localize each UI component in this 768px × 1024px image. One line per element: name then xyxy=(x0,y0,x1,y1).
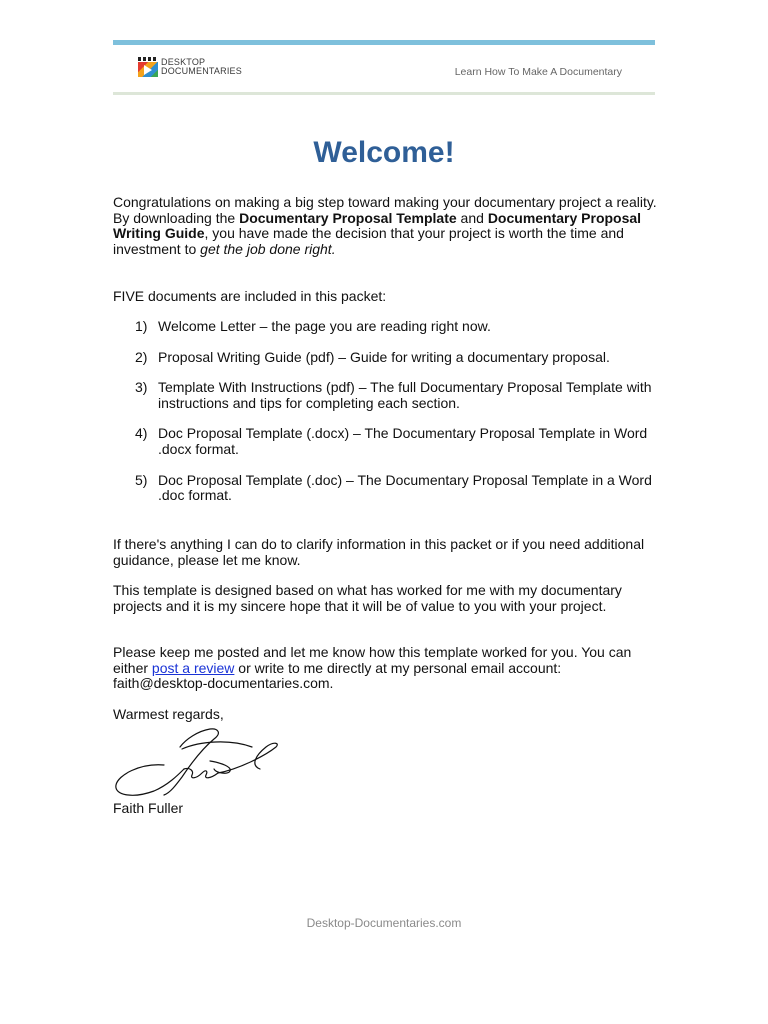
list-item xyxy=(135,473,660,504)
list-number: 4) xyxy=(135,425,148,442)
logo-text xyxy=(161,58,242,76)
logo-line-2: DOCUMENTARIES xyxy=(161,66,242,76)
handwritten-signature xyxy=(110,725,282,805)
clapperboard-icon xyxy=(138,57,158,77)
header-divider xyxy=(113,92,655,95)
intro-bold-template: Documentary Proposal Template xyxy=(239,209,457,226)
list-text: Doc Proposal Template (.docx) – The Documentary Proposal Template in Word .docx format. xyxy=(158,425,648,457)
list-text: Template With Instructions (pdf) – The full Documentary Proposal Template with instructions and tips for completing each section. xyxy=(158,379,652,411)
list-text: Doc Proposal Template (.doc) – The Documentary Proposal Template in a Word .doc format. xyxy=(158,471,652,504)
intro-text-2: and xyxy=(456,209,488,226)
list-item xyxy=(135,350,660,366)
footer-url: Desktop-Documentaries.com xyxy=(306,916,462,930)
post-review-link[interactable]: post a review xyxy=(151,659,235,676)
feedback-paragraph xyxy=(113,645,658,692)
designed-paragraph: This template is designed based on what has worked for me with my documentary projects and it is my sincere hope that it will be of value to you with your project. xyxy=(113,582,622,614)
site-logo[interactable] xyxy=(138,57,242,77)
header-tagline: Learn How To Make A Documentary xyxy=(454,66,622,78)
header xyxy=(113,45,655,93)
intro-paragraph xyxy=(113,195,658,257)
logo-line-1: DESKTOP xyxy=(161,57,206,67)
list-number: 2) xyxy=(135,348,148,365)
intro-text-3: , you have made the decision that your project is worth the time and investment to xyxy=(113,225,624,257)
intro-text-1: Congratulations on making a big step toward making your documentary project a reality. By downloading the xyxy=(113,194,657,226)
list-number: 1) xyxy=(135,318,148,334)
list-number: 3) xyxy=(135,379,148,396)
intro-italic: get the job done right. xyxy=(200,240,336,257)
signature-name: Faith Fuller xyxy=(113,800,184,816)
feedback-text-2: or write to me directly at my personal email account: faith@desktop-documentaries.com. xyxy=(113,659,562,692)
page-title: Welcome! xyxy=(313,136,455,169)
packet-intro: FIVE documents are included in this packet: xyxy=(113,288,387,304)
list-item xyxy=(135,319,660,335)
list-item xyxy=(135,426,660,457)
document-list xyxy=(135,319,660,519)
list-text: Proposal Writing Guide (pdf) – Guide for writing a documentary proposal. xyxy=(158,348,610,365)
list-number: 5) xyxy=(135,471,148,488)
clarify-paragraph: If there's anything I can do to clarify information in this packet or if you need additional guidance, please let me know. xyxy=(113,536,645,568)
feedback-text-1: Please keep me posted and let me know how this template worked for you. You can either xyxy=(113,644,632,676)
list-item xyxy=(135,380,660,411)
closing: Warmest regards, xyxy=(113,706,224,722)
intro-bold-guide: Documentary Proposal Writing Guide xyxy=(113,209,642,242)
list-text: Welcome Letter – the page you are reading right now. xyxy=(158,318,491,334)
